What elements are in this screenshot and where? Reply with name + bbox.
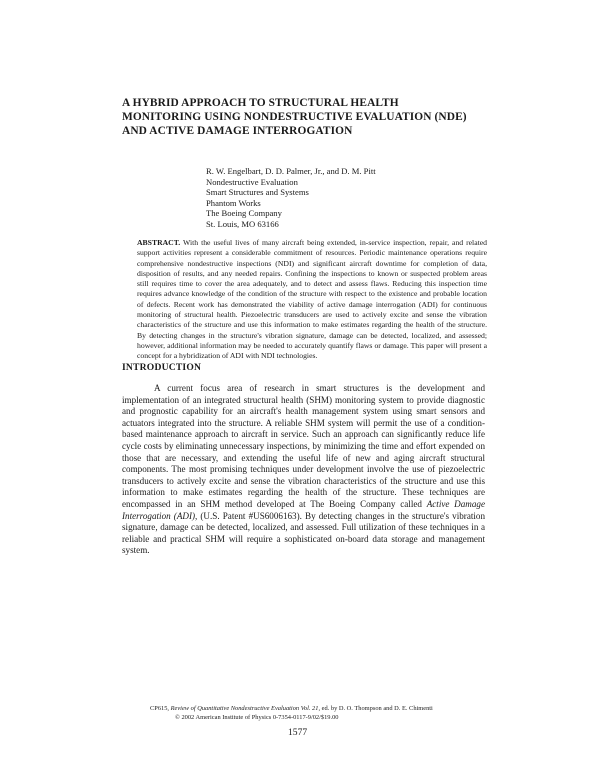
intro-text-tail: (U.S. Patent #US6006163). By detecting changes in the structure's vibration signature, damage can be detected, localized, and assessed. Full utilization of these techniques in a reliable and practical SHM will require a sophisticated on-board data storage and management system. <box>122 510 486 556</box>
footnote-line-2: © 2002 American Institute of Physics 0-7354-0117-9/02/$19.00 <box>175 713 339 721</box>
author-names: R. W. Engelbart, D. D. Palmer, Jr., and D. M. Pitt <box>206 166 376 176</box>
footnote-journal: Review of Quantitative Nondestructive Evaluation Vol. 21, <box>170 705 321 712</box>
footnote-editors: ed. by D. O. Thompson and D. E. Chimenti <box>320 705 433 712</box>
abstract <box>137 238 487 362</box>
page-number: 1577 <box>288 727 308 738</box>
abstract-label: ABSTRACT. <box>137 238 181 247</box>
abstract-text: With the useful lives of many aircraft being extended, in-service inspection, repair, and related support activities represent a considerable commitment of resources. Periodic maintenance operations require comprehensive nondestructive inspections (NDI) and significant aircraft downtime for completion of data, disposition of results, and any needed repairs. Confining the inspections to known or suspected problem areas still requires time to cover the area adequately, and to detect and assess flaws. Reducing this inspection time requires advance knowledge of the condition of the structure with respect to the existence and probable location of defects. Recent work has demonstrated the viability of active damage interrogation (ADI) for continuous monitoring of structural health. Piezoelectric transducers are used to actively excite and sense the vibration characteristics of the structure and use this information to make estimates regarding the health of the structure. By detecting changes in the structure's vibration signature, damage can be detected, localized, and assessed; however, additional information may be needed to accurately quantify flaws or damage. This paper will present a concept for a hybridization of ADI with NDI technologies. <box>137 238 487 361</box>
affiliation-line-3: Phantom Works <box>206 197 261 208</box>
introduction-paragraph <box>122 383 485 557</box>
section-heading-introduction: INTRODUCTION <box>122 362 202 373</box>
paper-title <box>122 96 502 138</box>
intro-text: A current focus area of research in smart structures is the development and implementation of an integrated structural health (SHM) monitoring system to provide diagnostic and prognostic capability for an aircraft's health management system using smart sensors and actuators integrated into the structure. A reliable SHM system will permit the use of a condition-based maintenance approach to aircraft in service. Such an approach can significantly reduce life cycle costs by eliminating unnecessary inspections, by minimizing the time and effort expended on those that are necessary, and extending the useful life of new and aging aircraft structural components. The most promising techniques under development involve the use of piezoelectric transducers to actively excite and sense the vibration characteristics of the structure and use this information to make estimates regarding the health of the structure. These techniques are encompassed in an SHM method developed at The Boeing Company called <box>122 383 485 509</box>
footnote-line-1 <box>150 705 470 714</box>
affiliation-line-1: Nondestructive Evaluation <box>206 176 298 187</box>
author-block <box>206 166 376 230</box>
intro-italic-term: Active Damage Interrogation (ADI), <box>122 498 485 521</box>
footnote <box>150 705 470 723</box>
affiliation-line-5: St. Louis, MO 63166 <box>206 218 279 229</box>
footnote-prefix: CP615, <box>150 705 171 712</box>
affiliation-line-4: The Boeing Company <box>206 208 282 219</box>
affiliation-line-2: Smart Structures and Systems <box>206 187 309 198</box>
title-line-3: AND ACTIVE DAMAGE INTERROGATION <box>122 125 353 137</box>
title-line-1: A HYBRID APPROACH TO STRUCTURAL HEALTH <box>122 97 399 109</box>
title-line-2: MONITORING USING NONDESTRUCTIVE EVALUATION (NDE) <box>122 111 467 123</box>
